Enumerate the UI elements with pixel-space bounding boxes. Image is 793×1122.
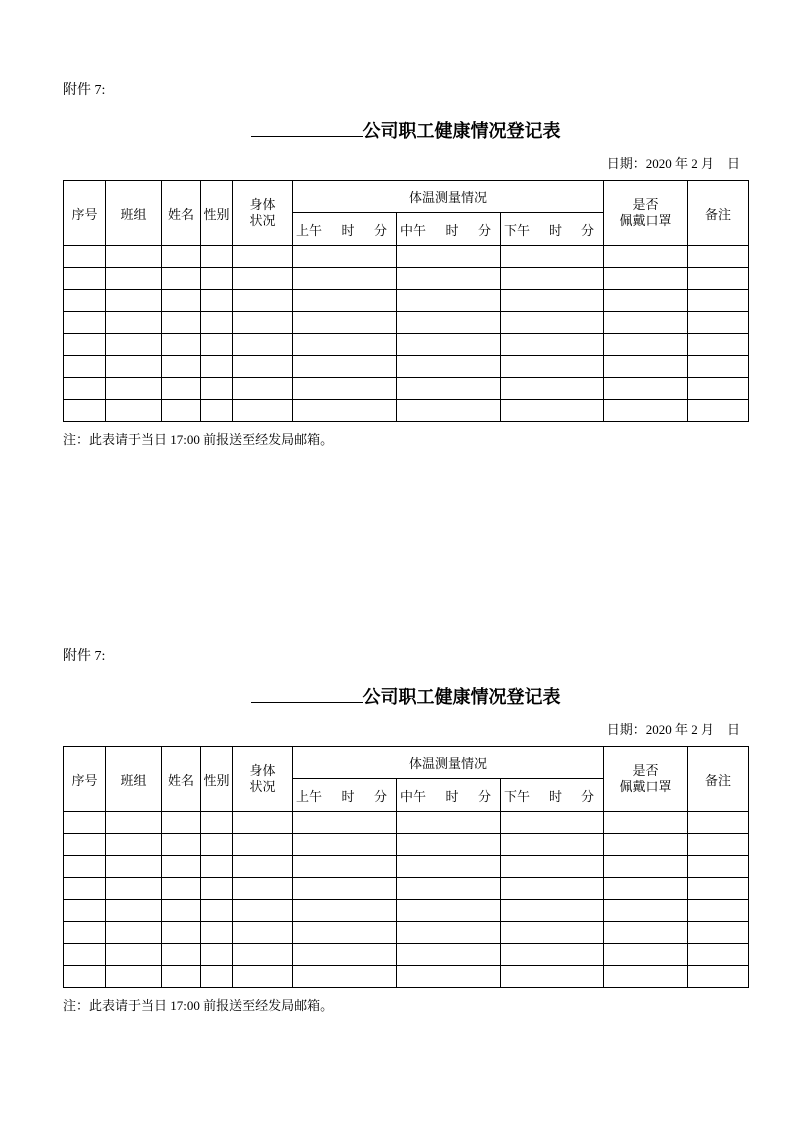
empty-cell <box>162 900 201 922</box>
empty-cell <box>293 312 397 334</box>
company-name-blank <box>251 684 363 703</box>
empty-cell <box>162 290 201 312</box>
header-gender: 性别 <box>201 181 233 246</box>
header-noon-period: 中午 <box>400 222 427 238</box>
date-line: 日期：2020 年 2 月 日 <box>606 722 740 737</box>
empty-table-row <box>64 878 749 900</box>
empty-table-row <box>64 922 749 944</box>
header-morning-minute: 分 <box>373 788 387 804</box>
attachment-label: 附件 7: <box>63 83 106 98</box>
empty-cell <box>293 922 397 944</box>
form-title <box>63 684 748 709</box>
header-noon <box>397 779 501 812</box>
empty-cell <box>64 834 106 856</box>
empty-table-row <box>64 944 749 966</box>
empty-cell <box>106 878 162 900</box>
empty-cell <box>604 900 688 922</box>
company-name-blank <box>251 118 363 137</box>
header-afternoon <box>501 213 604 246</box>
empty-cell <box>162 834 201 856</box>
empty-cell <box>64 334 106 356</box>
empty-cell <box>293 400 397 422</box>
header-temperature-group: 体温测量情况 <box>293 181 604 213</box>
header-temperature-group: 体温测量情况 <box>293 747 604 779</box>
header-afternoon-minute: 分 <box>581 788 595 804</box>
empty-cell <box>688 400 749 422</box>
empty-cell <box>397 378 501 400</box>
empty-table-row <box>64 268 749 290</box>
header-mask-line1: 是否 <box>632 763 659 778</box>
header-noon-hour: 时 <box>445 222 459 238</box>
empty-cell <box>501 878 604 900</box>
empty-cell <box>162 878 201 900</box>
empty-cell <box>397 966 501 988</box>
empty-cell <box>501 378 604 400</box>
empty-cell <box>64 312 106 334</box>
header-morning-period: 上午 <box>296 222 323 238</box>
empty-cell <box>106 268 162 290</box>
empty-cell <box>604 312 688 334</box>
header-morning <box>293 213 397 246</box>
empty-cell <box>233 290 293 312</box>
empty-cell <box>688 356 749 378</box>
empty-cell <box>201 878 233 900</box>
empty-table-row <box>64 356 749 378</box>
header-afternoon-period: 下午 <box>504 222 531 238</box>
empty-cell <box>64 812 106 834</box>
attachment-label: 附件 7: <box>63 649 106 664</box>
empty-cell <box>201 812 233 834</box>
empty-cell <box>688 922 749 944</box>
empty-cell <box>397 268 501 290</box>
empty-cell <box>501 268 604 290</box>
empty-cell <box>501 944 604 966</box>
empty-cell <box>64 268 106 290</box>
empty-cell <box>64 922 106 944</box>
empty-cell <box>397 334 501 356</box>
footer-note: 注：此表请于当日 17:00 前报送至经发局邮箱。 <box>63 998 334 1013</box>
empty-cell <box>64 290 106 312</box>
empty-cell <box>604 944 688 966</box>
empty-cell <box>233 812 293 834</box>
empty-cell <box>604 834 688 856</box>
header-afternoon-hour: 时 <box>549 788 563 804</box>
header-noon-hour: 时 <box>445 788 459 804</box>
health-register-table <box>63 180 749 422</box>
empty-cell <box>397 312 501 334</box>
empty-cell <box>201 856 233 878</box>
header-health-status <box>233 181 293 246</box>
empty-cell <box>162 400 201 422</box>
empty-cell <box>604 356 688 378</box>
footer-note: 注：此表请于当日 17:00 前报送至经发局邮箱。 <box>63 432 334 447</box>
empty-cell <box>688 290 749 312</box>
empty-cell <box>688 856 749 878</box>
empty-cell <box>106 246 162 268</box>
header-morning-hour: 时 <box>341 222 355 238</box>
empty-cell <box>501 312 604 334</box>
header-afternoon <box>501 779 604 812</box>
header-afternoon-hour: 时 <box>549 222 563 238</box>
empty-cell <box>106 812 162 834</box>
empty-table-row <box>64 378 749 400</box>
empty-cell <box>604 378 688 400</box>
empty-cell <box>293 290 397 312</box>
empty-cell <box>64 246 106 268</box>
empty-table-row <box>64 856 749 878</box>
empty-table-row <box>64 812 749 834</box>
empty-cell <box>397 944 501 966</box>
empty-cell <box>397 356 501 378</box>
empty-cell <box>201 378 233 400</box>
empty-cell <box>688 312 749 334</box>
empty-cell <box>233 312 293 334</box>
header-health-line2: 状况 <box>249 779 276 794</box>
empty-cell <box>688 966 749 988</box>
empty-cell <box>604 922 688 944</box>
empty-cell <box>397 290 501 312</box>
empty-cell <box>64 878 106 900</box>
header-remarks: 备注 <box>688 181 749 246</box>
header-serial: 序号 <box>64 747 106 812</box>
empty-cell <box>293 944 397 966</box>
header-morning-minute: 分 <box>373 222 387 238</box>
empty-cell <box>233 966 293 988</box>
empty-cell <box>293 268 397 290</box>
empty-cell <box>162 334 201 356</box>
empty-table-row <box>64 334 749 356</box>
empty-cell <box>688 878 749 900</box>
empty-cell <box>293 900 397 922</box>
empty-cell <box>293 378 397 400</box>
empty-cell <box>397 922 501 944</box>
header-morning-period: 上午 <box>296 788 323 804</box>
header-noon-period: 中午 <box>400 788 427 804</box>
empty-cell <box>106 334 162 356</box>
empty-cell <box>201 944 233 966</box>
empty-table-row <box>64 900 749 922</box>
empty-cell <box>64 900 106 922</box>
empty-cell <box>293 834 397 856</box>
empty-cell <box>233 246 293 268</box>
header-health-line1: 身体 <box>249 197 276 212</box>
empty-cell <box>233 856 293 878</box>
empty-cell <box>688 378 749 400</box>
header-afternoon-minute: 分 <box>581 222 595 238</box>
empty-cell <box>201 900 233 922</box>
empty-cell <box>233 900 293 922</box>
form-title-text: 公司职工健康情况登记表 <box>362 687 561 707</box>
empty-cell <box>233 356 293 378</box>
header-mask-line1: 是否 <box>632 197 659 212</box>
empty-cell <box>106 356 162 378</box>
empty-cell <box>501 922 604 944</box>
empty-cell <box>501 834 604 856</box>
empty-cell <box>64 856 106 878</box>
header-name: 姓名 <box>162 181 201 246</box>
empty-cell <box>293 966 397 988</box>
header-mask-line2: 佩戴口罩 <box>619 213 672 228</box>
empty-cell <box>604 812 688 834</box>
empty-cell <box>201 834 233 856</box>
empty-cell <box>201 400 233 422</box>
empty-cell <box>201 290 233 312</box>
empty-cell <box>201 966 233 988</box>
empty-cell <box>106 400 162 422</box>
header-noon <box>397 213 501 246</box>
empty-cell <box>233 400 293 422</box>
form-title-text: 公司职工健康情况登记表 <box>362 121 561 141</box>
empty-cell <box>501 856 604 878</box>
empty-cell <box>501 246 604 268</box>
empty-cell <box>64 944 106 966</box>
empty-cell <box>162 944 201 966</box>
empty-cell <box>604 334 688 356</box>
header-health-line2: 状况 <box>249 213 276 228</box>
empty-cell <box>397 400 501 422</box>
empty-cell <box>106 312 162 334</box>
empty-cell <box>201 312 233 334</box>
empty-cell <box>162 268 201 290</box>
empty-cell <box>688 812 749 834</box>
empty-cell <box>106 922 162 944</box>
header-mask <box>604 747 688 812</box>
empty-cell <box>106 378 162 400</box>
empty-cell <box>162 856 201 878</box>
empty-cell <box>501 334 604 356</box>
empty-cell <box>604 856 688 878</box>
header-morning-hour: 时 <box>341 788 355 804</box>
empty-cell <box>293 878 397 900</box>
empty-cell <box>604 290 688 312</box>
empty-cell <box>604 878 688 900</box>
header-health-line1: 身体 <box>249 763 276 778</box>
empty-cell <box>688 334 749 356</box>
empty-cell <box>604 268 688 290</box>
empty-cell <box>64 400 106 422</box>
header-remarks: 备注 <box>688 747 749 812</box>
header-noon-minute: 分 <box>477 788 491 804</box>
empty-cell <box>201 268 233 290</box>
header-serial: 序号 <box>64 181 106 246</box>
header-noon-minute: 分 <box>477 222 491 238</box>
header-mask-line2: 佩戴口罩 <box>619 779 672 794</box>
empty-cell <box>233 334 293 356</box>
empty-cell <box>64 378 106 400</box>
empty-cell <box>501 290 604 312</box>
header-name: 姓名 <box>162 747 201 812</box>
empty-cell <box>106 856 162 878</box>
empty-table-row <box>64 966 749 988</box>
empty-cell <box>688 900 749 922</box>
empty-cell <box>688 246 749 268</box>
empty-cell <box>201 922 233 944</box>
empty-cell <box>201 334 233 356</box>
empty-cell <box>604 966 688 988</box>
form-section-1 <box>63 82 748 449</box>
empty-table-row <box>64 312 749 334</box>
empty-cell <box>162 378 201 400</box>
header-team: 班组 <box>106 747 162 812</box>
empty-cell <box>293 334 397 356</box>
empty-cell <box>397 856 501 878</box>
empty-cell <box>688 834 749 856</box>
empty-cell <box>233 268 293 290</box>
empty-cell <box>604 246 688 268</box>
empty-cell <box>64 356 106 378</box>
empty-cell <box>106 834 162 856</box>
empty-cell <box>688 268 749 290</box>
empty-cell <box>293 246 397 268</box>
empty-cell <box>397 878 501 900</box>
empty-cell <box>501 400 604 422</box>
header-mask <box>604 181 688 246</box>
empty-cell <box>201 246 233 268</box>
empty-cell <box>501 356 604 378</box>
empty-cell <box>106 966 162 988</box>
empty-cell <box>162 356 201 378</box>
empty-cell <box>162 922 201 944</box>
header-afternoon-period: 下午 <box>504 788 531 804</box>
empty-cell <box>64 966 106 988</box>
form-title <box>63 118 748 143</box>
empty-cell <box>397 900 501 922</box>
health-register-table <box>63 746 749 988</box>
empty-cell <box>397 812 501 834</box>
empty-cell <box>501 966 604 988</box>
empty-cell <box>397 834 501 856</box>
empty-cell <box>293 812 397 834</box>
empty-table-row <box>64 400 749 422</box>
empty-cell <box>106 900 162 922</box>
empty-cell <box>106 290 162 312</box>
empty-table-row <box>64 834 749 856</box>
empty-cell <box>233 834 293 856</box>
empty-cell <box>501 812 604 834</box>
empty-cell <box>162 312 201 334</box>
empty-cell <box>604 400 688 422</box>
empty-cell <box>233 944 293 966</box>
empty-cell <box>501 900 604 922</box>
header-gender: 性别 <box>201 747 233 812</box>
empty-cell <box>233 922 293 944</box>
form-section-2 <box>63 648 748 1015</box>
empty-table-row <box>64 246 749 268</box>
empty-cell <box>233 378 293 400</box>
header-morning <box>293 779 397 812</box>
empty-cell <box>106 944 162 966</box>
empty-cell <box>233 878 293 900</box>
empty-table-row <box>64 290 749 312</box>
empty-cell <box>293 356 397 378</box>
empty-cell <box>201 356 233 378</box>
empty-cell <box>293 856 397 878</box>
header-health-status <box>233 747 293 812</box>
empty-cell <box>397 246 501 268</box>
empty-cell <box>688 944 749 966</box>
header-team: 班组 <box>106 181 162 246</box>
empty-cell <box>162 246 201 268</box>
empty-cell <box>162 966 201 988</box>
empty-cell <box>162 812 201 834</box>
date-line: 日期：2020 年 2 月 日 <box>606 156 740 171</box>
